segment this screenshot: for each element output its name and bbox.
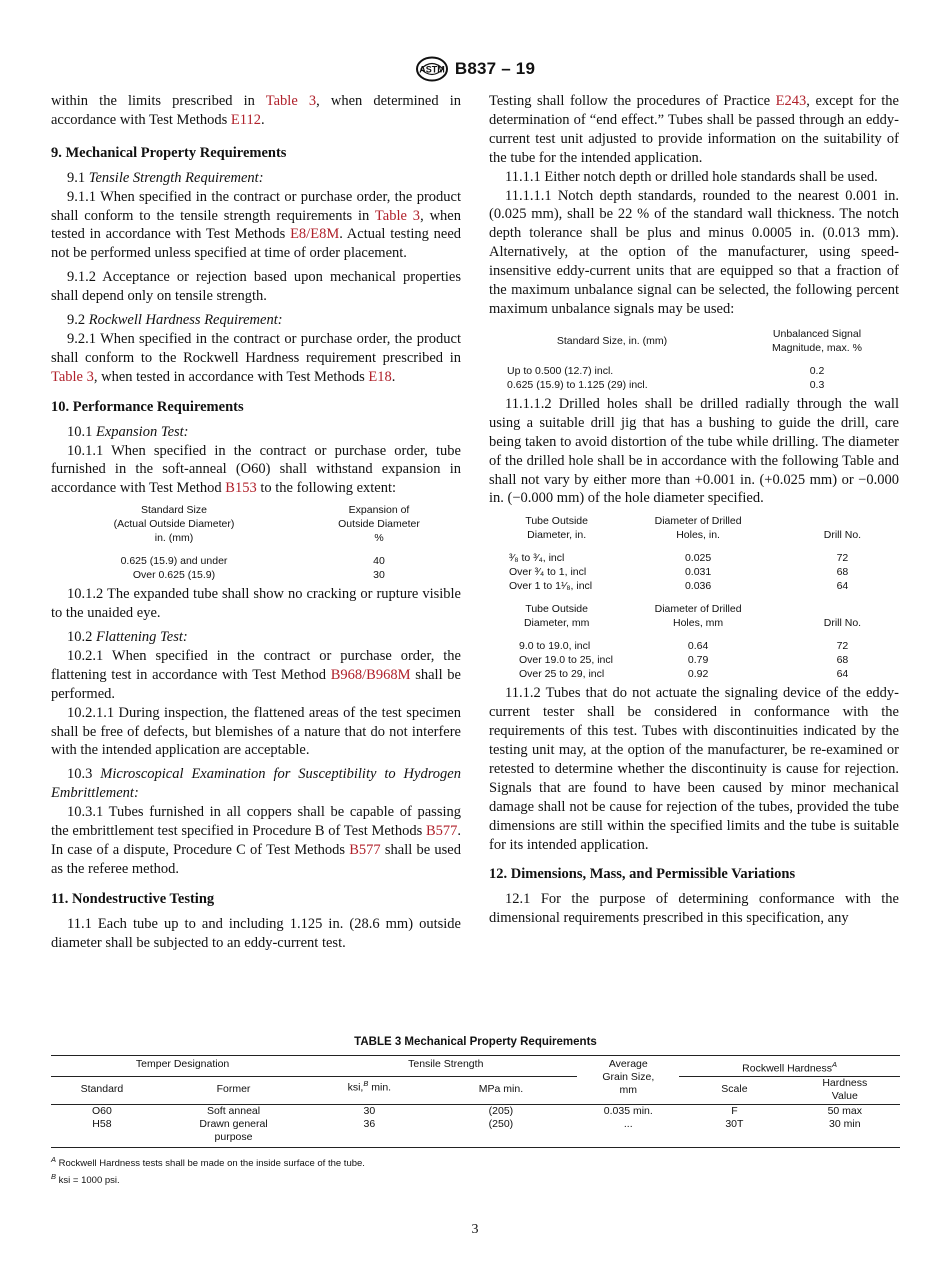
paragraph-9-1: 9.1 Tensile Strength Requirement:	[67, 169, 264, 186]
paragraph-11-1-1-2: 11.1.1.2 Drilled holes shall be drilled radially through the wall using a suitable drill jig that has a bushing to guide the drill, care being taken to avoid distortion of the tube while drilling. The diameter of the drilled hole shall be in accordance with the following Table and shall not vary by either more than +0.001 in. (+0.025 mm) or −0.000 in. (−0.000 mm) of the hole diameter specified.	[489, 395, 899, 507]
table-row: Over 19.0 to 25, incl 0.79 68	[519, 654, 849, 667]
paragraph-10-3: 10.3 Microscopical Examination for Susceptibility to Hydrogen Embrittlement:	[51, 766, 461, 802]
section-11-heading: 11. Nondestructive Testing	[51, 890, 215, 907]
table-row: Over 0.625 (15.9) 30	[132, 569, 385, 582]
header-ksi: ksi,$^B$ min.	[314, 1076, 424, 1104]
paragraph-10-3-1: 10.3.1 Tubes furnished in all coppers shall be capable of passing the embrittlement test specified in Procedure B of Test Methods B577. In case of a dispute, Procedure C of Test Methods B577 shall be used as the referee method.	[51, 804, 461, 877]
section-12-heading: 12. Dimensions, Mass, and Permissible Variations	[489, 866, 796, 883]
signal-magnitude-table: Standard Size, in. (mm) Unbalanced Signal Magnitude, max. % Up to 0.500 (12.7) incl. 0.2 0.625 (15.9) to 1.125 (29) incl. 0.3	[489, 327, 899, 392]
table-row: 0.625 (15.9) and under 40	[120, 555, 385, 568]
header-scale: Scale	[679, 1076, 789, 1104]
b577-link[interactable]: B577	[349, 842, 381, 858]
table-row: 0.625 (15.9) to 1.125 (29) incl. 0.3	[507, 378, 825, 391]
paragraph-continued: within the limits prescribed in Table 3, when determined in accordance with Test Methods E112.	[51, 93, 461, 128]
table-3-link[interactable]: Table 3	[51, 368, 94, 385]
left-column	[51, 92, 461, 953]
e18-link[interactable]: E18	[368, 368, 392, 385]
footnote-a: $^A$ Rockwell Hardness tests shall be made on the inside surface of the tube.	[51, 1154, 365, 1169]
paragraph-12-1: 12.1 For the purpose of determining conformance with the dimensional requirements prescribed in this specification, any	[489, 891, 899, 927]
e243-link[interactable]: E243	[775, 93, 807, 109]
svg-text:ASTM: ASTM	[419, 64, 445, 75]
b153-link[interactable]: B153	[225, 480, 257, 497]
table-row: ³⁄₈ to ³⁄₄, incl 0.025 72	[509, 552, 849, 565]
table-3	[51, 1036, 900, 1187]
paragraph-11-1-2: 11.1.2 Tubes that do not actuate the signaling device of the eddy-current tester shall be considered in conformance with the requirements of this test. Tubes with discontinuities indicated by the testing unit may, at the option of the manufacturer, be re-examined or retested to determine whether the discontinuity is cause for rejection. Signals that are found to have been caused by minor mechanical damage shall not be cause for rejection of the tubes, provided the tube dimensions are still within the specified limits and the tube is suitable for its intended application.	[489, 685, 899, 853]
paragraph-10-2: 10.2 Flattening Test:	[67, 629, 188, 646]
paragraph-9-1-1: 9.1.1 When specified in the contract or purchase order, the product shall conform to the tensile strength requirements in Table 3, when tested in accordance with Test Methods E8/E8M. Actual testing need not be performed unless specified at time of order placement.	[51, 188, 462, 262]
table-3-link[interactable]: Table 3	[374, 207, 421, 224]
header-tensile-strength: Tensile Strength	[314, 1056, 577, 1077]
paragraph-11-1-1: 11.1.1 Either notch depth or drilled hole standards shall be used.	[505, 168, 878, 185]
paragraph-10-1-2: 10.1.2 The expanded tube shall show no cracking or rupture visible to the unaided eye.	[51, 586, 461, 622]
paragraph-9-1-2: 9.1.2 Acceptance or rejection based upon mechanical properties shall depend only on tensile strength.	[51, 269, 461, 305]
header-mpa: MPa min.	[425, 1076, 578, 1104]
b968-link[interactable]: B968/B968M	[330, 666, 411, 683]
table-row: H58 Drawn general purpose 36 (250) ... 30T 30 min	[51, 1118, 900, 1148]
header-former: Former	[153, 1076, 314, 1104]
table-3-caption: TABLE 3 Mechanical Property Requirements	[354, 1036, 597, 1048]
paragraph-10-1-1: 10.1.1 When specified in the contract or purchase order, tube furnished in the soft-anneal (O60) shall withstand expansion in accordance with Test Method B153 to the following extent:	[51, 442, 461, 497]
table-3-footnotes	[51, 1153, 900, 1187]
paragraph-10-2-1-1: 10.2.1.1 During inspection, the flattened areas of the test specimen shall be free of defects, but blemishes of a nature that do not interfere with the intended application are acceptable.	[51, 704, 461, 759]
section-10-heading: 10. Performance Requirements	[51, 398, 244, 415]
document-designation: B837 – 19	[454, 59, 536, 78]
paragraph-9-2: 9.2 Rockwell Hardness Requirement:	[67, 312, 283, 329]
expansion-table: Standard Size (Actual Outside Diameter) in. (mm) Expansion of Outside Diameter % 0.625 (15.9) and under 40 Over 0.625 (15.9) 30	[51, 503, 461, 582]
right-column	[489, 92, 899, 928]
e112-link[interactable]: E112	[230, 111, 261, 128]
page-number: 3	[471, 1222, 479, 1237]
e8-link[interactable]: E8/E8M	[290, 226, 340, 243]
header-grain-size: Average Grain Size, mm	[577, 1056, 679, 1105]
paragraph-11-1-continued: Testing shall follow the procedures of Practice E243, except for the determination of “end effect.” Tubes shall be passed through an eddy-current test unit adjusted to provide information on the suitability of the tube for the intended application.	[489, 93, 899, 166]
paragraph-11-1-1-1: 11.1.1.1 Notch depth standards, rounded to the nearest 0.001 in. (0.025 mm), shall be 22 % of the standard wall thickness. The notch depth tolerance shall be plus and minus 0.0005 in. (0.013 mm). Alternatively, at the option of the manufacturer, using speed-insensitive eddy-current units that are equipped so that a fraction of the maximum unbalance signal can be selected, the following percent maximum unbalance signals may be used:	[489, 187, 899, 317]
table-row: Over ³⁄₄ to 1, incl 0.031 68	[509, 566, 849, 579]
table-row: O60 Soft anneal 30 (205) 0.035 min. F 50 max	[92, 1104, 862, 1117]
paragraph-11-1: 11.1 Each tube up to and including 1.125 in. (28.6 mm) outside diameter shall be subjected to an eddy-current test.	[51, 915, 461, 951]
footnote-b: $^B$ ksi = 1000 psi.	[51, 1171, 120, 1186]
header-temper-designation: Temper Designation	[51, 1056, 314, 1077]
table-row: Over 1 to 1¹⁄₈, incl 0.036 64	[509, 580, 849, 593]
paragraph-10-2-1: 10.2.1 When specified in the contract or purchase order, the flattening test in accordance with Test Method B968/B968M shall be performed.	[51, 647, 461, 702]
header-rockwell-hardness: Rockwell Hardness$^A$	[679, 1056, 900, 1077]
paragraph-10-1: 10.1 Expansion Test:	[67, 423, 189, 440]
section-9-heading: 9. Mechanical Property Requirements	[51, 144, 287, 161]
paragraph-9-2-1: 9.2.1 When specified in the contract or purchase order, the product shall conform to the Rockwell Hardness requirement prescribed in Table 3, when tested in accordance with Test Methods E18.	[51, 330, 461, 385]
drill-table-inch: Tube Outside Diameter, in. Diameter of Drilled Holes, in. Drill No. ³⁄₈ to ³⁄₄, incl 0.025 72 Over ³⁄₄ to 1, incl 0.031 68 Over 1 to 1¹⁄₈, incl 0.036 64 Tube Outside Diameter, mm Diameter of Drilled Holes, mm Drill No. 9.0 to 19.0, incl 0.64 72 Over 19.0 to 25, incl 0.79 68 Over 25 to 29, incl 0.92 64	[489, 514, 899, 681]
table-3-link[interactable]: Table 3	[265, 93, 317, 109]
page-header	[0, 56, 950, 82]
header-standard: Standard	[51, 1076, 153, 1104]
astm-logo-icon	[415, 56, 449, 82]
table-row: 9.0 to 19.0, incl 0.64 72	[519, 640, 849, 653]
table-row: Up to 0.500 (12.7) incl. 0.2	[507, 364, 825, 377]
b577-link[interactable]: B577	[425, 823, 458, 840]
table-row: Over 25 to 29, incl 0.92 64	[519, 668, 849, 681]
header-hardness-value: Hardness Value	[790, 1076, 900, 1104]
